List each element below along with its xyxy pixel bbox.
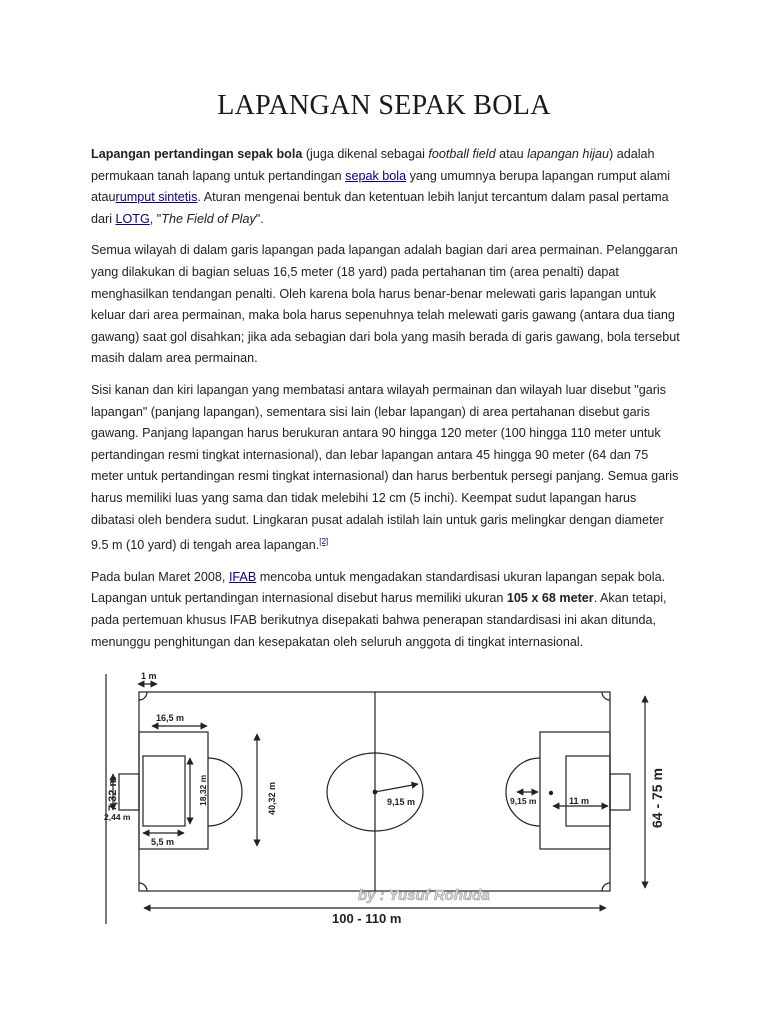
left-goal xyxy=(119,774,139,810)
bold-term: Lapangan pertandingan sepak bola xyxy=(91,147,303,161)
left-goal-area xyxy=(143,756,185,826)
corner-arc xyxy=(139,883,147,891)
label-penalty-height: 40,32 m xyxy=(267,781,277,815)
field-diagram xyxy=(100,668,700,930)
label-field-width: 64 - 75 m xyxy=(649,768,665,828)
right-penalty-area xyxy=(540,732,610,849)
paragraph-area: Semua wilayah di dalam garis lapangan pada lapangan adalah bagian dari area permainan. Pelanggaran yang dilakukan di bagian seluas 16,5 meter (18 yard) pada pertahanan tim (area penalti) dapat menghasilkan tendangan penalti. Oleh karena bola harus benar-benar melewati garis lapangan untuk keluar dari area permainan, maka bola harus sepenuhnya telah melewati garis gawang (antara dua tiang gawang) saat gol disahkan; jika ada sebagian dari bola yang masih berada di garis gawang, bola tersebut masih dalam area permainan. xyxy=(91,243,680,366)
link-ifab[interactable]: IFAB xyxy=(228,569,257,584)
corner-arc xyxy=(602,692,610,700)
label-goal-area-height: 18,32 m xyxy=(198,774,208,806)
label-circle-radius: 9,15 m xyxy=(387,797,416,807)
right-goal-area xyxy=(566,756,610,826)
reference-link[interactable]: [2] xyxy=(319,537,329,547)
paragraph-intro: Lapangan pertandingan sepak bola (juga dikenal sebagai football field atau lapangan hijau) adalah permukaan tanah lapang untuk pertandingan sepak bola yang umumnya berupa lapangan rumput alami ataurumput sintetis. Aturan mengenai bentuk dan ketentuan lebih lanjut tercantum dalam pasal pertama dari LOTG, "The Field of Play". xyxy=(91,147,671,226)
paragraph-dimensions: Sisi kanan dan kiri lapangan yang membatasi antara wilayah permainan dan wilayah luar disebut "garis lapangan" (panjang lapangan), sementara sisi lain (lebar lapangan) di area pertahanan disebut garis gawang. Panjang lapangan harus berukuran antara 90 hingga 120 meter (100 hingga 110 meter untuk pertandingan resmi tingkat internasional), dan lebar lapangan antara 45 hingga 90 meter (64 dan 75 meter untuk pertandingan resmi tingkat internasional) dan harus berbentuk persegi panjang. Semua garis harus memiliki luas yang sama dan tidak melebihi 12 cm (5 inchi). Keempat sudut lapangan harus dibatasi oleh bendera sudut. Lingkaran pusat adalah istilah lain untuk garis melingkar dengan diameter 9.5 m (10 yard) di tengah area lapangan.[2] xyxy=(91,382,679,553)
left-penalty-arc xyxy=(208,758,242,826)
credit-watermark: by : Yusuf Rohuda xyxy=(358,887,490,904)
link-rumput-sintetis[interactable]: rumput sintetis xyxy=(115,190,198,205)
penalty-spot xyxy=(549,791,552,794)
page-title: LAPANGAN SEPAK BOLA xyxy=(217,90,551,121)
link-lotg[interactable]: LOTG xyxy=(115,211,150,226)
label-arc-radius: 9,15 m xyxy=(510,796,537,806)
label-corner: 1 m xyxy=(141,671,157,681)
link-sepak-bola[interactable]: sepak bola xyxy=(345,168,407,183)
label-goal-depth: 2,44 m xyxy=(104,812,131,822)
label-goal-width: 7,32 m xyxy=(107,776,119,811)
right-goal xyxy=(610,774,630,810)
corner-arc xyxy=(602,883,610,891)
label-penalty-width: 16,5 m xyxy=(156,713,185,723)
corner-arc xyxy=(139,692,147,700)
paragraph-ifab: Pada bulan Maret 2008, IFAB mencoba untuk mengadakan standardisasi ukuran lapangan sepak bola. Lapangan untuk pertandingan internasional disebut harus memiliki ukuran 105 x 68 meter. Akan tetapi, pada pertemuan khusus IFAB berikutnya disepakati bahwa penerapan standardisasi ini akan ditunda, menunggu penghitungan dan kesepakatan oleh seluruh anggota di tingkat internasional. xyxy=(91,569,667,649)
label-field-length: 100 - 110 m xyxy=(332,911,402,926)
circle-radius-arrow xyxy=(375,784,418,792)
article-body xyxy=(91,144,681,663)
label-penalty-spot: 11 m xyxy=(569,796,590,806)
label-goal-area-width: 5,5 m xyxy=(151,837,175,847)
